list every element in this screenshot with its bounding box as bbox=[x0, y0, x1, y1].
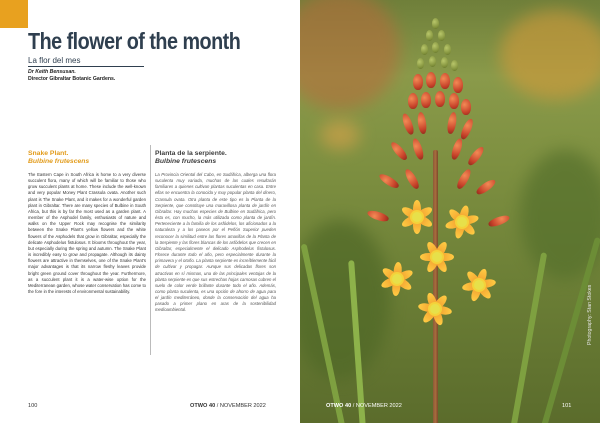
red-bud bbox=[400, 112, 415, 135]
red-bud bbox=[461, 99, 471, 115]
flower-stem bbox=[433, 150, 438, 423]
left-folio-magazine: OTWO 40 bbox=[190, 403, 216, 409]
photo-credit: Photography: Stan Stokes bbox=[587, 284, 593, 345]
column-divider bbox=[150, 145, 151, 355]
red-bud bbox=[466, 145, 486, 167]
green-bud bbox=[421, 44, 428, 55]
green-bud bbox=[438, 30, 445, 41]
red-bud bbox=[403, 167, 421, 190]
leaf bbox=[510, 252, 547, 423]
green-bud bbox=[417, 58, 424, 69]
green-bud bbox=[426, 30, 433, 41]
right-folio bbox=[326, 403, 402, 409]
open-flower bbox=[400, 200, 434, 234]
left-page-number: 100 bbox=[28, 403, 38, 409]
page-subtitle: La flor del mes bbox=[28, 56, 81, 65]
red-bud bbox=[450, 137, 464, 160]
open-flower bbox=[445, 205, 479, 239]
title-rule bbox=[28, 66, 144, 67]
open-flower bbox=[418, 292, 452, 326]
red-bud bbox=[413, 74, 423, 90]
english-heading bbox=[28, 150, 89, 166]
spanish-heading bbox=[155, 150, 227, 166]
open-flower bbox=[462, 268, 496, 302]
left-folio bbox=[190, 403, 266, 409]
red-bud bbox=[453, 77, 463, 93]
red-bud bbox=[389, 140, 409, 162]
red-bud bbox=[378, 172, 401, 190]
green-bud bbox=[451, 60, 458, 71]
red-bud bbox=[440, 73, 450, 89]
english-body: The Eastern Cape in South Africa is home to a very diverse succulent flora, many of which will be familiar to those who grow succulent plants at home. These include the well-known and very popular Money Plant Crassula ovata. Another such plant is The Snake Plant, and it makes for a wonderful garden plant in Gibraltar. There are many species of Bulbine in South Africa, but this is by far the most used as a garden plant. A member of the Asphodel family, enthusiasts of nature and walks on the Upper Rock may recognise the similarity between the Snake Plant's yellow flowers and the white flowers of the Asphodels that grow in Gibraltar, especially the delicate Asphodelus fistulosus. It blooms throughout the year, but especially during the spring and autumn. The Snake Plant is incredibly easy to grow and propagate. Although its dainty flowers are attractive in themselves, one of the Snake Plant's major advantages is that its narrow fleshy leaves provide bright green ground cover throughout the year. Furthermore, as a succulent plant it is a water-wise option for the Mediterranean garden, whose water conservation has come to the fore in the interests of environmental sustainability. bbox=[28, 172, 146, 294]
open-flower bbox=[420, 240, 454, 274]
red-bud bbox=[417, 112, 428, 135]
right-folio-magazine: OTWO 40 bbox=[326, 403, 352, 409]
author-role: Director Gibraltar Botanic Gardens. bbox=[28, 76, 116, 82]
english-heading-latin: Bulbine frutescens bbox=[28, 158, 90, 165]
spanish-heading-latin: Bulbine frutescens bbox=[155, 158, 217, 165]
red-bud bbox=[487, 213, 510, 228]
page-title: The flower of the month bbox=[28, 28, 241, 54]
spanish-body: La Provincia Oriental del Cabo, en Sudáfrica, alberga una flora suculenta muy variada, muchas de las cuales resultarán familiares a quienes cultivan plantas suculentas en casa. Entre ellas se encuentra la conocida y muy popular planta del dinero, Crassula ovata. Otra planta de este tipo es la Planta de la Serpiente, que constituye una maravillosa planta de jardín en Gibraltar. Hay muchas especies de Bulbine en Sudáfrica, pero ésta es, con mucho, la más utilizada como planta de jardín. Perteneciente a la familia de los asfódelos, los aficionados a la naturaleza y a los paseos por el Peñón Superior pueden reconocer la similitud entre las flores amarillas de la Planta de la Serpiente y las flores blancas de los asfódelos que crecen en Gibraltar, especialmente el delicado Asphodelus fistulosus. Florece durante todo el año, pero especialmente durante la primavera y el otoño. La planta serpiente es increíblemente fácil de cultivar y propagar. Aunque sus delicadas flores son atractivas en sí mismas, una de las principales ventajas de la planta serpiente es que sus estrechas hojas carnosas cubren el suelo de color verde brillante durante todo el año. Además, como planta suculenta, es una opción de ahorro de agua para el jardín mediterráneo, donde la conservación del agua ha pasado a primer plano en aras de la sostenibilidad medioambiental. bbox=[155, 172, 276, 313]
red-bud bbox=[426, 72, 436, 88]
background-blur bbox=[320, 120, 360, 150]
green-bud bbox=[432, 42, 439, 53]
green-bud bbox=[432, 18, 439, 29]
background-blur bbox=[500, 10, 600, 100]
red-bud bbox=[421, 92, 431, 108]
green-bud bbox=[429, 56, 436, 67]
red-bud bbox=[446, 111, 458, 134]
open-flower bbox=[380, 262, 414, 296]
green-bud bbox=[441, 57, 448, 68]
author-name: Dr Keith Bensusan. bbox=[28, 69, 76, 75]
red-bud bbox=[366, 209, 389, 223]
green-bud bbox=[444, 44, 451, 55]
spanish-heading-common: Planta de la serpiente. bbox=[155, 150, 227, 157]
red-bud bbox=[475, 177, 498, 196]
corner-tab bbox=[0, 0, 28, 28]
background-blur bbox=[300, 0, 400, 110]
right-folio-issue: / NOVEMBER 2022 bbox=[351, 403, 402, 409]
red-bud bbox=[459, 117, 475, 140]
red-bud bbox=[435, 91, 445, 107]
left-folio-issue: / NOVEMBER 2022 bbox=[215, 403, 266, 409]
red-bud bbox=[411, 137, 425, 160]
red-bud bbox=[408, 93, 418, 109]
red-bud bbox=[455, 167, 473, 190]
flower-photo bbox=[300, 0, 600, 423]
red-bud bbox=[449, 93, 459, 109]
english-heading-common: Snake Plant. bbox=[28, 150, 69, 157]
right-page-number: 101 bbox=[562, 403, 572, 409]
